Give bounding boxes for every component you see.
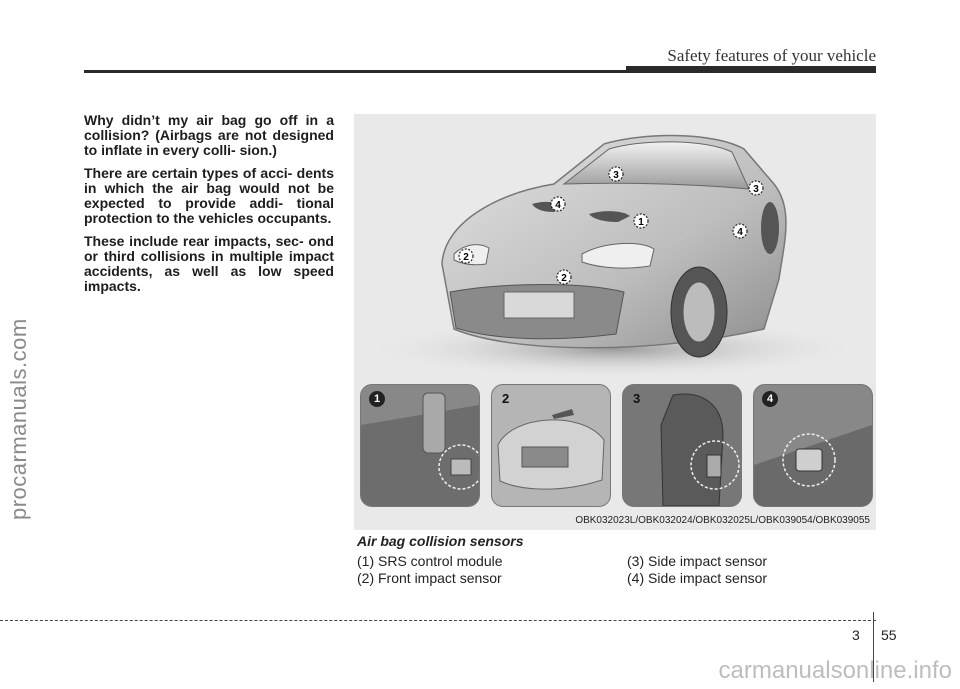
sensor-figure [354, 114, 876, 530]
body-text [84, 113, 334, 302]
legend-item: (2) Front impact sensor [357, 570, 502, 586]
svg-text:3: 3 [613, 170, 619, 181]
thumb-number-badge: 1 [369, 391, 385, 407]
legend-item: (1) SRS control module [357, 553, 503, 569]
paragraph-examples: These include rear impacts, sec- ond or third collisions in multiple impact accidents, as well as low speed impacts. [84, 233, 334, 294]
paragraph-explanation: There are certain types of acci- dents in which the air bag would not be expected to provide addi- tional protection to the vehicles occupants. [84, 165, 334, 226]
svg-text:2: 2 [463, 252, 469, 263]
thumb-number: 2 [502, 391, 510, 406]
car-illustration [354, 114, 876, 384]
svg-text:4: 4 [555, 200, 561, 211]
legend-right [627, 553, 767, 587]
figure-caption: Air bag collision sensors [357, 533, 524, 549]
sensor-marker [551, 197, 565, 211]
thumb-srs-module [360, 384, 480, 507]
paragraph-question: Why didn’t my air bag go off in a collision? (Airbags are not designed to inflate in every colli- sion.) [84, 112, 334, 158]
sensor-marker [733, 224, 747, 238]
svg-text:1: 1 [638, 217, 644, 228]
thumb-number-badge: 4 [762, 391, 778, 407]
sensor-marker [609, 167, 623, 181]
thumb-number: 3 [633, 391, 641, 406]
svg-text:3: 3 [753, 184, 759, 195]
sensor-marker [459, 249, 473, 263]
side-watermark: procarmanuals.com [6, 318, 31, 520]
legend-left [357, 553, 503, 587]
footer-rule [0, 620, 876, 621]
header-rule-accent [626, 66, 876, 73]
chapter-number: 3 [852, 627, 860, 643]
page-number: 55 [881, 627, 897, 643]
section-title: Safety features of your vehicle [667, 46, 876, 65]
legend-item: (3) Side impact sensor [627, 553, 768, 569]
thumb-front-sensor [491, 384, 611, 507]
svg-text:4: 4 [737, 227, 743, 238]
thumb-side-sensor-seat [622, 384, 742, 507]
thumb-side-sensor-door [753, 384, 873, 507]
bottom-watermark: carmanualsonline.info [718, 657, 952, 684]
legend-item: (4) Side impact sensor [627, 570, 768, 586]
figure-code: OBK032023L/OBK032024/OBK032025L/OBK039054/OBK039055 [575, 515, 870, 526]
sensor-marker [749, 181, 763, 195]
svg-text:2: 2 [561, 273, 567, 284]
sensor-marker [634, 214, 648, 228]
sensor-marker [557, 270, 571, 284]
